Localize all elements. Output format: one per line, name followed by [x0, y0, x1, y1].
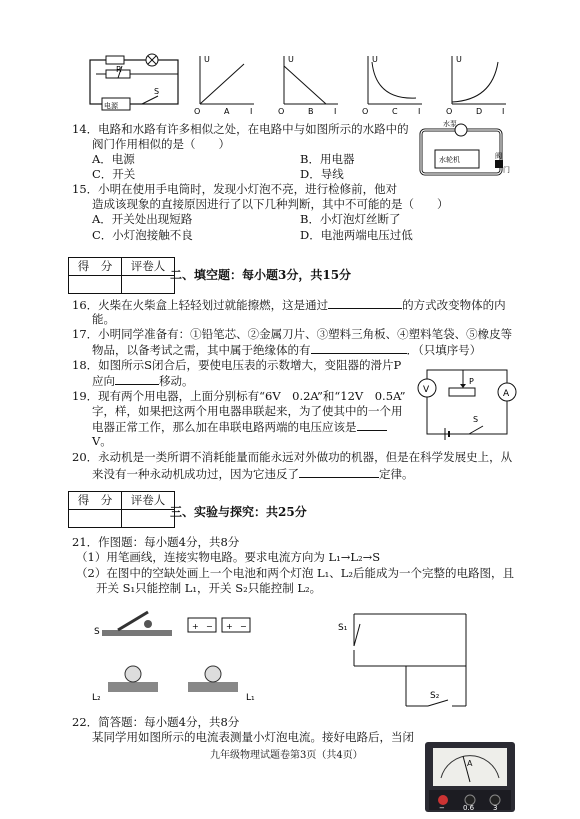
q17-line-2: 物品，以备考试之需，其中属于绝缘体的有 ．（只填序号）: [92, 343, 482, 357]
svg-text:I: I: [250, 107, 253, 116]
grader-label: 评卷人: [122, 258, 175, 276]
top-figures: [86, 52, 526, 116]
graph-c: [362, 55, 422, 116]
q18-circuit-figure: [415, 356, 521, 442]
svg-text:V: V: [423, 385, 430, 395]
svg-text:U: U: [288, 55, 294, 64]
svg-text:−: −: [240, 622, 247, 631]
q14-option-a: A．电源: [92, 152, 135, 166]
section-3-title: 三、实验与探究：共25分: [170, 505, 307, 519]
svg-text:B: B: [308, 107, 314, 116]
water-circuit-figure: [415, 116, 511, 182]
circuit-label-power: 电源: [104, 102, 118, 110]
q20-line-2: 来没有一种永动机成功过，因为它违反了 定律。: [92, 467, 414, 481]
q21-circuit-frame: [330, 606, 480, 716]
q15-option-d: D．电池两端电压过低: [300, 228, 413, 242]
q21-physical-circuit: [88, 606, 278, 706]
q14-option-b: B．用电器: [300, 152, 355, 166]
svg-text:+: +: [226, 622, 233, 631]
svg-text:−: −: [439, 804, 445, 812]
q16-line-1: 16．火柴在火柴盒上轻轻划过就能擦燃，这是通过 的方式改变物体的内: [72, 298, 506, 312]
svg-text:A: A: [224, 107, 230, 116]
q14-stem-1: 14．电路和水路有许多相似之处，在电路中与如图所示的水路中的: [72, 122, 409, 136]
svg-text:S₂: S₂: [430, 691, 440, 701]
ammeter-figure: [425, 742, 515, 812]
svg-text:C: C: [392, 107, 398, 116]
svg-text:A: A: [467, 759, 473, 768]
circuit-label-s: S: [154, 87, 160, 96]
circuit-label-r: R: [116, 65, 122, 74]
q22-line-1: 某同学用如图所示的电流表测量小灯泡电流。接好电路后，当闭: [92, 730, 414, 744]
svg-text:水泵: 水泵: [443, 120, 457, 128]
q19-line-3: 电器正常工作，那么加在串联电路两端的电压应该是: [92, 419, 387, 435]
q15-option-b: B．小灯泡灯丝断了: [300, 212, 401, 226]
q14-option-d: D．导线: [300, 167, 344, 181]
svg-text:U: U: [204, 55, 210, 64]
svg-text:O: O: [362, 107, 369, 116]
svg-text:P: P: [469, 377, 474, 386]
svg-text:0.6: 0.6: [463, 804, 475, 812]
svg-text:A: A: [503, 389, 510, 399]
svg-text:I: I: [334, 107, 337, 116]
svg-text:I: I: [502, 107, 505, 116]
lamp-label-l2: L₂: [92, 693, 101, 703]
q18-line-1: 18．如图所示S闭合后，要使电压表的示数增大，变阻器的滑片P: [72, 358, 402, 372]
page-footer: 九年级物理试题卷第3页（共4页）: [210, 750, 363, 761]
q14-stem-2: 阀门作用相似的是（ ）: [92, 137, 230, 151]
q19-line-4: V。: [92, 434, 112, 448]
q21-part-2-line-1: （2）在图中的空缺处画上一个电池和两个灯泡 L₁、L₂后能成为一个完整的电路图，且: [76, 566, 514, 580]
svg-text:阀: 阀: [495, 152, 502, 160]
q18-line-2: 应向 移动。: [92, 374, 194, 388]
score-box-section-3: 得 分 评卷人: [68, 491, 175, 528]
section-2-title: 二、填空题：每小题3分，共15分: [170, 268, 352, 282]
svg-text:U: U: [372, 55, 378, 64]
q15-stem-2: 造成该现象的直接原因进行了以下几种判断，其中不可能的是（ ）: [92, 197, 449, 211]
score-box-section-2: [68, 257, 175, 294]
score-label: 得 分: [69, 258, 122, 276]
svg-text:O: O: [278, 107, 285, 116]
q19-line-2: 字，样，如果把这两个用电器串联起来，为了使其中的一个用: [92, 404, 403, 418]
q16-line-2: 能。: [92, 312, 115, 326]
lamp-label-l1: L₁: [246, 693, 255, 703]
svg-text:+: +: [192, 622, 199, 631]
q21-title: 21．作图题：每小题4分，共8分: [72, 535, 240, 549]
q17-line-1: 17．小明同学准备有：①铅笔芯、②金属刀片、③塑料三角板、④塑料笔袋、⑤橡皮等: [72, 327, 513, 341]
q15-stem-1: 15．小明在使用手电筒时，发现小灯泡不亮，进行检修前，他对: [72, 182, 398, 196]
svg-text:3: 3: [493, 804, 498, 812]
svg-text:−: −: [206, 622, 213, 631]
svg-text:O: O: [194, 107, 201, 116]
svg-text:水轮机: 水轮机: [439, 156, 460, 164]
graph-d: [446, 55, 506, 116]
q15-option-a: A．开关处出现短路: [92, 212, 193, 226]
svg-text:S₁: S₁: [338, 623, 348, 633]
q22-title: 22．简答题：每小题4分，共8分: [72, 715, 240, 729]
q19-line-1: 19．现有两个用电器，上面分别标有“6V 0.2A”和“12V 0.5A”: [72, 389, 406, 403]
q21-part-1: （1）用笔画线，连接实物电路。要求电流方向为 L₁→L₂→S: [76, 550, 381, 564]
q21-part-2-line-2: 开关 S₁只能控制 L₁，开关 S₂只能控制 L₂。: [96, 581, 322, 595]
svg-text:S: S: [473, 415, 479, 424]
switch-label-s: S: [94, 627, 100, 637]
q14-option-c: C．开关: [92, 167, 136, 181]
q15-option-c: C．小灯泡接触不良: [92, 228, 193, 242]
graph-a: [194, 55, 254, 116]
svg-text:U: U: [456, 55, 462, 64]
graph-b: [278, 55, 338, 116]
q20-line-1: 20．永动机是一类所谓不消耗能量而能永远对外做功的机器，但是在科学发展史上，从: [72, 450, 513, 464]
svg-text:I: I: [418, 107, 421, 116]
svg-text:D: D: [476, 107, 483, 116]
svg-text:O: O: [446, 107, 453, 116]
svg-text:门: 门: [503, 166, 510, 174]
circuit-diagram: [90, 54, 178, 110]
